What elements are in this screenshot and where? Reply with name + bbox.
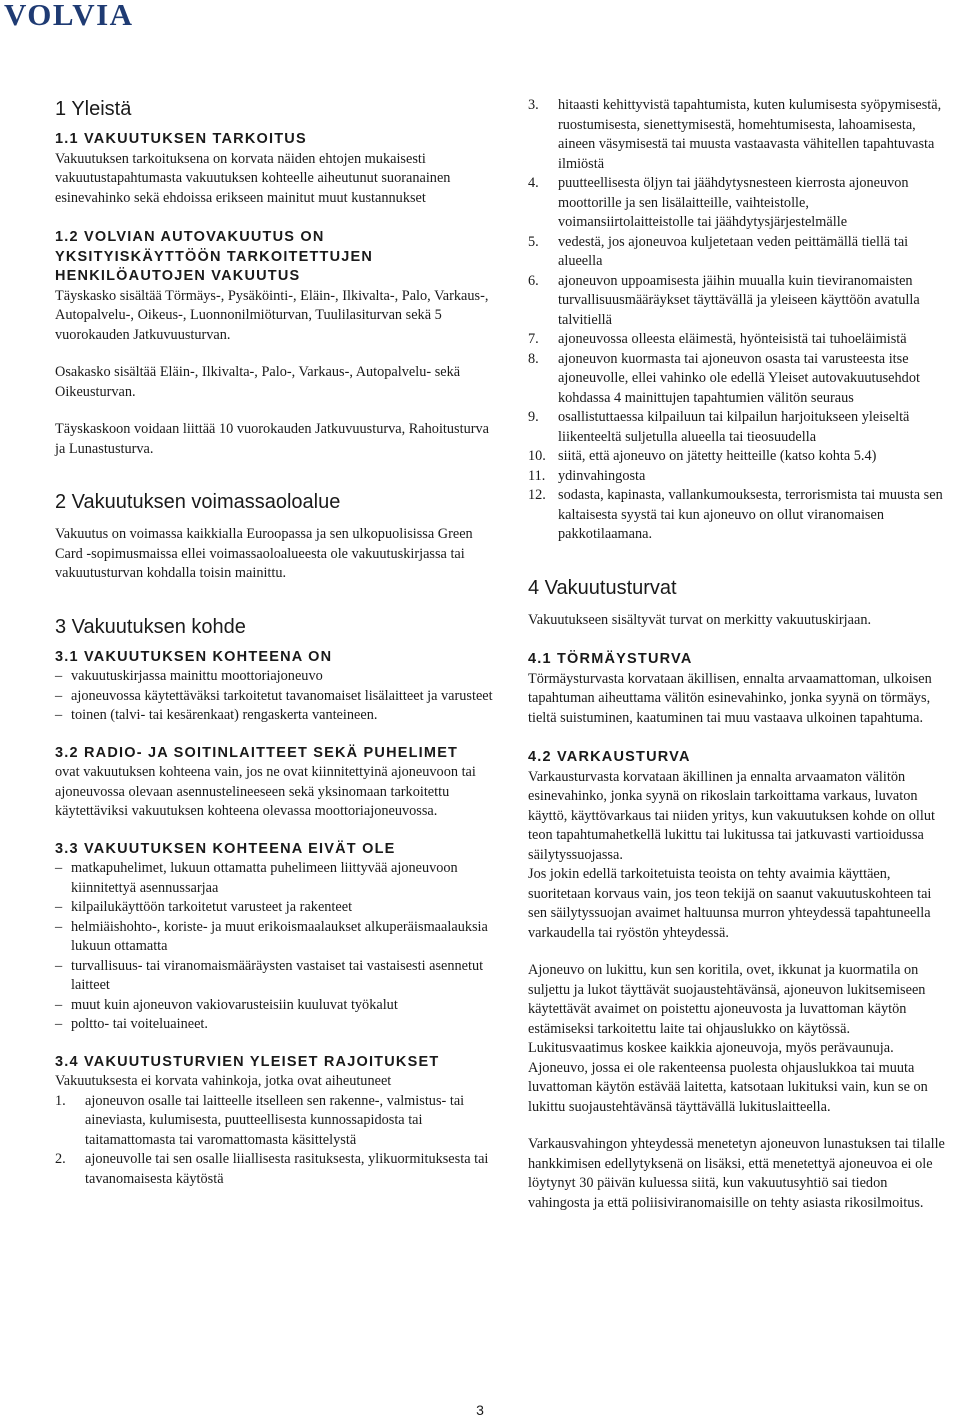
item-text: osallistuttaessa kilpailuun tai kilpailun harjoitukseen yleiseltä liikenteeltä suljetulla alueella tai tieosuudella — [558, 409, 910, 445]
list-item: – ajoneuvossa käytettäväksi tarkoitetut tavanomaiset lisälaitteet ja varusteet — [55, 687, 495, 707]
item-text: sodasta, kapinasta, vallankumouksesta, terrorismista tai muusta sen kaltaisesta syystä tai kun ajoneuvo on ollut viranomaisen pakkotilaamana. — [558, 487, 943, 542]
list-item: – kilpailukäyttöön tarkoitetut varusteet ja rakenteet — [55, 898, 495, 918]
list-item: – vakuutuskirjassa mainittu moottoriajoneuvo — [55, 667, 495, 687]
item-number: 5. — [528, 233, 539, 250]
section-1-2-paragraph-2: Osakasko sisältää Eläin-, Ilkivalta-, Palo-, Varkaus-, Autopalvelu- sekä Oikeusturvan. — [55, 364, 461, 400]
section-3-3-list — [55, 859, 495, 1035]
section-3-1-title: 3.1 VAKUUTUKSEN KOHTEENA ON — [55, 648, 333, 665]
section-3-4-title: 3.4 VAKUUTUSTURVIEN YLEISET RAJOITUKSET — [55, 1053, 440, 1070]
volvia-logo: VOLVIA — [4, 0, 134, 32]
item-text: ydinvahingosta — [558, 467, 646, 484]
section-2-text: Vakuutus on voimassa kaikkialla Euroopassa ja sen ulkopuolisissa Green Card -sopimusmaissa ellei voimassaoloalueesta ole vakuutuskirjassa tai vakuutusturvan kohdalla toisin mainittu. — [55, 526, 473, 581]
item-number: 12. — [528, 487, 546, 503]
item-text: ajoneuvon kuormasta tai ajoneuvon osasta tai varusteesta itse ajoneuvolle, ellei vahinko ole edellä Yleiset autovakuutusehdot kohdassa 4 mainittujen tapahtumien välitön seuraus — [558, 350, 920, 406]
list-item — [528, 486, 948, 545]
list-item — [55, 1092, 495, 1151]
item-number: 10. — [528, 448, 546, 464]
item-text: ajoneuvossa olleesta eläimestä, hyönteisistä tai tuhoeläimistä — [558, 331, 907, 347]
section-1-1-text: Vakuutuksen tarkoituksena on korvata näiden ehtojen mukaisesti vakuutustapahtumasta vakuutuksen kohteelle aiheutunut suoranainen esinevahinko sekä ehdoissa erikseen mainitut muut kustannukset — [55, 150, 451, 206]
section-4-1-title: 4.1 TÖRMÄYSTURVA — [528, 651, 693, 667]
section-4-2-paragraph-3: Ajoneuvo on lukittu, kun sen koritila, ovet, ikkunat ja kuormatila on suljettu ja lukot täyttävät suojaustehtävänsä, ajoneuvon lukitsemiseen käytettävät avaimet on poistettu ajoneuvosta ja luvattoman käytön estämiseksi tarkoitettu laite tai ohjauslukko on käytössä. Lukitusvaatimus koskee kaikkia ajoneuvoja, myös perävaunuja. Ajoneuvo, jossa ei ole rakenteensa puolesta ohjauslukkoa tai muuta luvattoman käytön estävää laitetta, katsotaan lukituksi vain, kun se on lukittu suojaustehtävänsä täyttävällä lukituslaitteella. — [528, 962, 928, 1115]
right-column — [528, 96, 948, 1213]
item-text: ajoneuvolle tai sen osalle liiallisesta rasituksesta, ylikuormituksesta tai tavanomaisesta käytöstä — [85, 1151, 489, 1187]
section-1-2-title: 1.2 VOLVIAN AUTOVAKUUTUS ON YKSITYISKÄYTTÖÖN TARKOITETTUJEN HENKILÖAUTOJEN VAKUUTUS — [55, 229, 374, 284]
item-number: 9. — [528, 409, 539, 425]
section-1-2-paragraph-1: Täyskasko sisältää Törmäys-, Pysäköinti-, Eläin-, Ilkivalta-, Palo, Varkaus-, Autopalvelu-, Oikeus-, Luonnonilmiöturvan, Tuulilasiturvan sekä 5 vuorokauden Jatkuvuusturvan. — [55, 287, 489, 343]
list-item — [528, 330, 948, 350]
restrictions-list-continued — [528, 96, 948, 545]
list-item: – poltto- tai voiteluaineet. — [55, 1015, 495, 1035]
item-number: 8. — [528, 350, 539, 367]
section-3-1-list — [55, 667, 495, 726]
item-number: 1. — [55, 1092, 66, 1109]
list-item — [528, 233, 948, 272]
section-4-2-paragraph-4: Varkausvahingon yhteydessä menetetyn ajoneuvon lunastuksen tai tilalle hankkimisen edellytyksenä on lisäksi, että menetettyä ajoneuvoa ei ole löytynyt 30 päivän kuluessa siitä, kun vakuutusyhtiö sai tiedon vahingosta ja että poliisiviranomaisille on tehty asiasta rikosilmoitus. — [528, 1136, 945, 1211]
item-text: vedestä, jos ajoneuvoa kuljetetaan veden peittämällä tiellä tai alueella — [558, 233, 909, 269]
section-3-4-list — [55, 1092, 495, 1190]
list-item — [528, 96, 948, 174]
item-number: 6. — [528, 272, 539, 289]
page-number: 3 — [476, 1402, 484, 1418]
item-number: 4. — [528, 175, 539, 191]
item-text: puutteellisesta öljyn tai jäähdytysnesteen kierrosta ajoneuvon moottorille ja sen lisälaitteille, vaihteistolle, voimansiirtolaitteistolle tai jäähdytysjärjestelmälle — [558, 175, 909, 230]
section-3-4-intro: Vakuutuksesta ei korvata vahinkoja, jotka ovat aiheutuneet — [55, 1073, 392, 1089]
section-4-2-paragraph-1: Varkausturvasta korvataan äkillinen ja ennalta arvaamaton välitön esinevahinko, jonka syynä on rikoslain tarkoittama varkaus, luvaton käyttö, käyttövarkaus tai niiden yritys, kun vakuutuksen kohde on ollut teon tapahtumahetkellä lukittu tai lukitussa tai jatkuvasti vartioidussa säilytyssuojassa. — [528, 768, 936, 863]
section-2-title: 2 Vakuutuksen voimassaoloalue — [55, 491, 341, 513]
list-item: – muut kuin ajoneuvon vakiovarusteisiin kuuluvat työkalut — [55, 996, 495, 1016]
item-text: ajoneuvon osalle tai laitteelle itselleen sen rakenne-, valmistus- tai aineviasta, kulumisesta, puutteellisesta kunnossapidosta tai taitamattomasta tai varomattomasta käsittelystä — [85, 1092, 465, 1148]
left-column — [55, 96, 495, 1189]
section-4-title: 4 Vakuutusturvat — [528, 576, 677, 599]
section-1-1-title: 1.1 VAKUUTUKSEN TARKOITUS — [55, 131, 307, 147]
item-text: hitaasti kehittyvistä tapahtumista, kuten kulumisesta syöpymisestä, ruostumisesta, sienettymisestä, homehtumisesta, lahoamisesta, aineen väsymisestä tai muusta vastaavasta vähitellen tapahtuvasta ilmiöstä — [558, 97, 942, 172]
item-number: 2. — [55, 1151, 66, 1167]
section-3-title: 3 Vakuutuksen kohde — [55, 615, 246, 638]
section-1-title: 1 Yleistä — [55, 98, 132, 120]
section-3-2-text: ovat vakuutuksen kohteena vain, jos ne ovat kiinnitettyinä ajoneuvoon tai ajoneuvossa olevaan asennustelineeseen sekä yksinomaan tarkoitettu käytettäviksi vakuutuksen kohteena olevassa moottoriajoneuvossa. — [55, 764, 476, 819]
list-item — [528, 467, 948, 487]
item-number: 3. — [528, 97, 539, 113]
list-item — [528, 408, 948, 447]
list-item: – matkapuhelimet, lukuun ottamatta puhelimeen liittyvää ajoneuvoon kiinnitettyä asennussarjaa — [55, 859, 495, 898]
list-item — [528, 447, 948, 467]
item-number: 7. — [528, 331, 539, 347]
list-item — [55, 1150, 495, 1189]
list-item — [528, 174, 948, 233]
list-item: – toinen (talvi- tai kesärenkaat) rengaskerta vanteineen. — [55, 706, 495, 726]
item-number: 11. — [528, 467, 546, 484]
section-4-2-title: 4.2 VARKAUSTURVA — [528, 749, 691, 765]
list-item: – turvallisuus- tai viranomaismääräysten vastaiset tai vastaisesti asennetut laitteet — [55, 957, 495, 996]
item-text: ajoneuvon uppoamisesta jäihin muualla kuin tieviranomaisten turvallisuusmääräykset täyttävällä ja yleiseen käyttöön avatulla talvitiellä — [558, 272, 920, 328]
list-item — [528, 272, 948, 331]
section-4-2-paragraph-2: Jos jokin edellä tarkoitetuista teoista on tehty avaimia käyttäen, suoritetaan korvaus vain, jos teon tekijä on saanut vakuutuskohteen tai sen säilytyssuojan avaimet haltuunsa murron yhteydessä tapahtuneella varkaudella tai ryöstön yhteydessä. — [528, 866, 932, 941]
section-3-2-title: 3.2 RADIO- JA SOITINLAITTEET SEKÄ PUHELIMET — [55, 744, 459, 761]
list-item — [528, 350, 948, 409]
list-item: – helmiäishohto-, koriste- ja muut erikoismaalaukset alkuperäismaalauksia lukuun ottamatta — [55, 918, 495, 957]
section-3-3-title: 3.3 VAKUUTUKSEN KOHTEENA EIVÄT OLE — [55, 840, 396, 857]
section-4-text: Vakuutukseen sisältyvät turvat on merkitty vakuutuskirjaan. — [528, 611, 872, 628]
item-text: siitä, että ajoneuvo on jätetty heitteille (katso kohta 5.4) — [558, 448, 877, 464]
section-4-1-text: Törmäysturvasta korvataan äkillisen, ennalta arvaamattoman, ulkoisen tapahtuman aiheuttama välitön esinevahinko, jonka syynä on törmäys, tieltä suistuminen, kaatuminen tai muu vastaava ulkoinen tapahtuma. — [528, 670, 932, 726]
section-1-2-paragraph-3: Täyskaskoon voidaan liittää 10 vuorokauden Jatkuvuusturva, Rahoitusturva ja Lunastusturva. — [55, 421, 489, 457]
